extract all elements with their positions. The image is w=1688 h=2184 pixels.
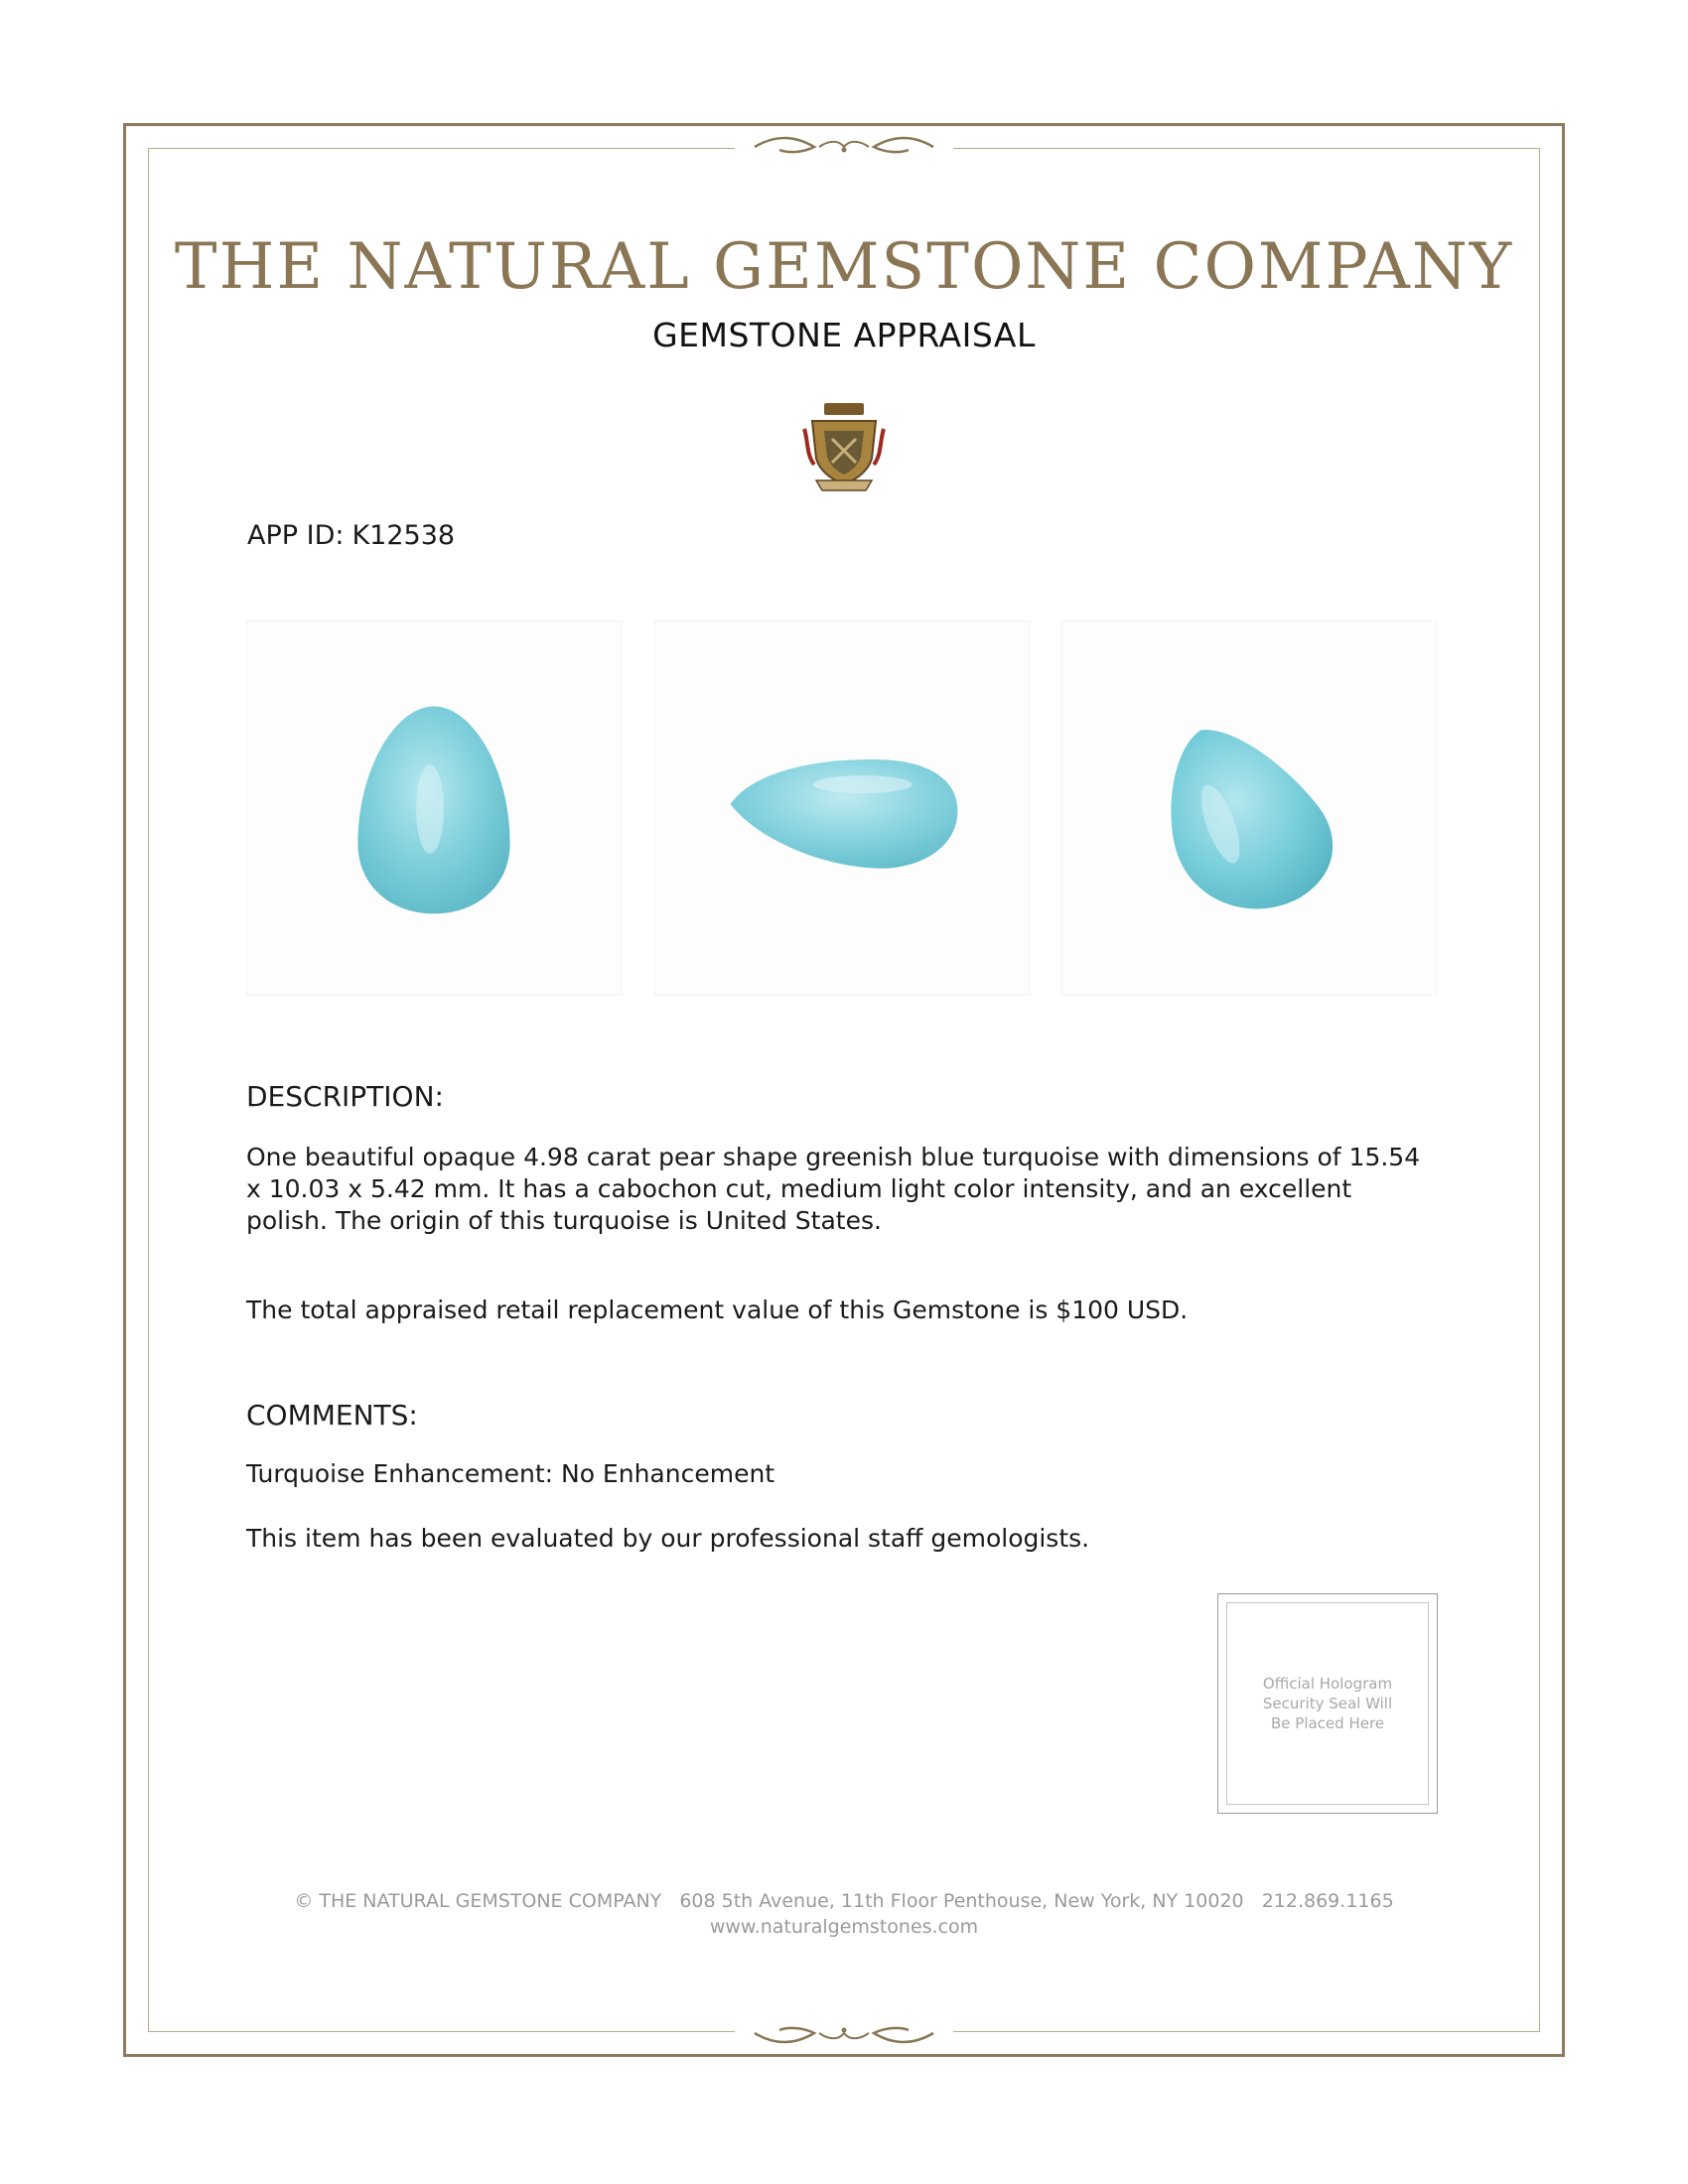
hologram-seal-text: Official Hologram Security Seal Will Be Placed Here — [1262, 1675, 1393, 1732]
gemstone-photo-angle — [1061, 620, 1437, 996]
app-id-label: APP ID: — [247, 520, 345, 551]
enhancement-comment: Turquoise Enhancement: No Enhancement — [246, 1459, 775, 1488]
pear-turquoise-front-icon — [247, 621, 621, 995]
footer-copyright: © THE NATURAL GEMSTONE COMPANY — [294, 1890, 662, 1912]
heraldic-crest-icon — [802, 401, 886, 494]
hologram-seal-inner — [1226, 1602, 1429, 1805]
footer-phone: 212.869.1165 — [1261, 1890, 1394, 1912]
company-name: THE NATURAL GEMSTONE COMPANY — [174, 230, 1514, 304]
app-id-value: K12538 — [352, 520, 456, 551]
gemstone-photo-side — [654, 620, 1030, 996]
gemstone-photo-front — [246, 620, 622, 996]
pear-turquoise-angle-icon — [1062, 621, 1436, 995]
evaluation-comment: This item has been evaluated by our professional staff gemologists. — [246, 1524, 1090, 1553]
footer-contact — [149, 1890, 1539, 1912]
hologram-seal-placeholder — [1217, 1593, 1438, 1814]
description-text: One beautiful opaque 4.98 carat pear shape greenish blue turquoise with dimensions of 15.54 x 10.03 x 5.42 mm. It has a cabochon cut, medium light color intensity, and an excellent polish. The origin of this turquoise is United States. — [246, 1143, 1421, 1235]
footer-website: www.naturalgemstones.com — [709, 1916, 979, 1938]
comments-heading: COMMENTS: — [246, 1399, 418, 1432]
document-title: GEMSTONE APPRAISAL — [652, 316, 1036, 354]
app-id — [247, 520, 463, 551]
bottom-flourish-icon — [735, 2016, 953, 2050]
appraised-value-statement: The total appraised retail replacement value of this Gemstone is $100 USD. — [246, 1296, 1189, 1324]
pear-turquoise-side-icon — [655, 621, 1029, 995]
top-flourish-icon — [735, 130, 953, 164]
footer-address: 608 5th Avenue, 11th Floor Penthouse, New York, NY 10020 — [679, 1890, 1244, 1912]
description-heading: DESCRIPTION: — [246, 1080, 444, 1113]
